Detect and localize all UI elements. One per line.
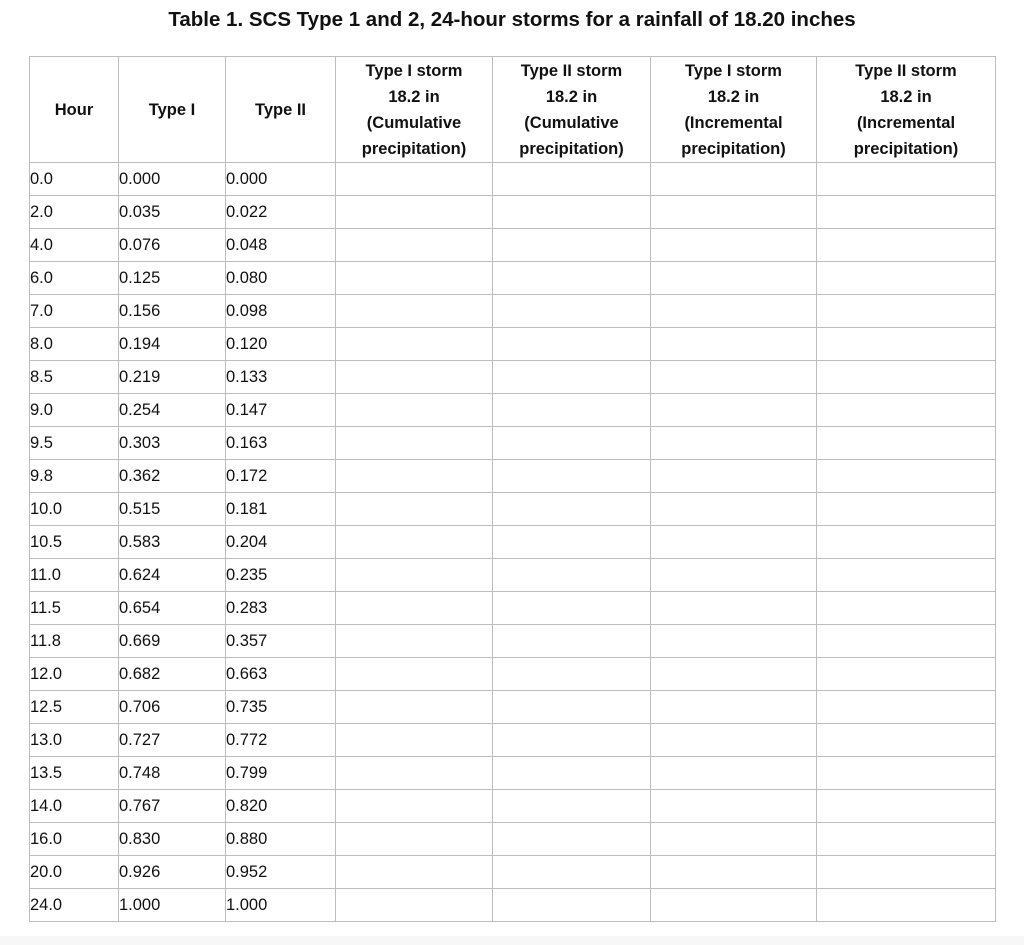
type2-incremental-cell[interactable] xyxy=(817,526,996,559)
type1-cumulative-cell[interactable] xyxy=(336,757,493,790)
type1-cumulative-cell[interactable] xyxy=(336,823,493,856)
type2-cumulative-cell[interactable] xyxy=(493,592,651,625)
type1-cumulative-cell[interactable] xyxy=(336,328,493,361)
header-line: (Incremental xyxy=(856,114,956,132)
table-row xyxy=(30,757,996,790)
col-header-type1-incremental xyxy=(651,57,817,163)
type1-cell: 0.254 xyxy=(119,394,226,427)
header-line: precipitation) xyxy=(361,140,467,158)
hour-cell: 11.0 xyxy=(30,559,119,592)
type2-cumulative-cell[interactable] xyxy=(493,493,651,526)
type1-cell: 0.624 xyxy=(119,559,226,592)
header-line: 18.2 in xyxy=(707,88,760,106)
hour-cell: 9.0 xyxy=(30,394,119,427)
type2-cumulative-cell[interactable] xyxy=(493,889,651,922)
hour-cell: 12.0 xyxy=(30,658,119,691)
type1-cell: 0.156 xyxy=(119,295,226,328)
type1-incremental-cell[interactable] xyxy=(651,493,817,526)
header-line: Type II storm xyxy=(855,62,957,80)
type2-cell: 0.235 xyxy=(226,559,336,592)
type2-cell: 0.799 xyxy=(226,757,336,790)
header-line: Type I storm xyxy=(685,62,782,80)
type1-cell: 0.035 xyxy=(119,196,226,229)
type1-incremental-cell[interactable] xyxy=(651,658,817,691)
type2-incremental-cell[interactable] xyxy=(817,196,996,229)
type2-cumulative-cell[interactable] xyxy=(493,394,651,427)
type1-incremental-cell[interactable] xyxy=(651,295,817,328)
hour-cell: 9.8 xyxy=(30,460,119,493)
header-line: (Cumulative xyxy=(366,114,462,132)
col-header-type2-cumulative xyxy=(493,57,651,163)
type1-cell: 0.362 xyxy=(119,460,226,493)
type1-cumulative-cell[interactable] xyxy=(336,724,493,757)
type2-incremental-cell[interactable] xyxy=(817,724,996,757)
table-row xyxy=(30,295,996,328)
table-row xyxy=(30,790,996,823)
table-row xyxy=(30,559,996,592)
hour-cell: 13.5 xyxy=(30,757,119,790)
table-row xyxy=(30,493,996,526)
type2-cumulative-cell[interactable] xyxy=(493,724,651,757)
type2-incremental-cell[interactable] xyxy=(817,361,996,394)
type2-cumulative-cell[interactable] xyxy=(493,526,651,559)
type1-cumulative-cell[interactable] xyxy=(336,394,493,427)
type2-cumulative-cell[interactable] xyxy=(493,625,651,658)
type1-cell: 0.926 xyxy=(119,856,226,889)
type1-cumulative-cell[interactable] xyxy=(336,229,493,262)
type1-cumulative-cell[interactable] xyxy=(336,691,493,724)
type1-cumulative-cell[interactable] xyxy=(336,262,493,295)
type2-cumulative-cell[interactable] xyxy=(493,658,651,691)
type1-incremental-cell[interactable] xyxy=(651,691,817,724)
type2-incremental-cell[interactable] xyxy=(817,229,996,262)
table-row xyxy=(30,823,996,856)
type1-incremental-cell[interactable] xyxy=(651,328,817,361)
header-line: (Incremental xyxy=(684,114,783,132)
type2-cumulative-cell[interactable] xyxy=(493,757,651,790)
type1-cell: 0.669 xyxy=(119,625,226,658)
type2-cell: 0.663 xyxy=(226,658,336,691)
table-row xyxy=(30,196,996,229)
type1-cumulative-cell[interactable] xyxy=(336,493,493,526)
type1-cumulative-cell[interactable] xyxy=(336,559,493,592)
header-line: 18.2 in xyxy=(880,88,932,106)
type2-incremental-cell[interactable] xyxy=(817,658,996,691)
table-row xyxy=(30,361,996,394)
type1-cell: 0.076 xyxy=(119,229,226,262)
header-line: Type II storm xyxy=(520,62,623,80)
type2-cell: 0.000 xyxy=(226,163,336,196)
table-row xyxy=(30,427,996,460)
type2-incremental-cell[interactable] xyxy=(817,889,996,922)
hour-cell: 11.5 xyxy=(30,592,119,625)
type2-cell: 0.048 xyxy=(226,229,336,262)
type1-cumulative-cell[interactable] xyxy=(336,361,493,394)
type1-incremental-cell[interactable] xyxy=(651,196,817,229)
type2-cumulative-cell[interactable] xyxy=(493,229,651,262)
type1-incremental-cell[interactable] xyxy=(651,559,817,592)
table-row xyxy=(30,592,996,625)
type1-incremental-cell[interactable] xyxy=(651,460,817,493)
type1-incremental-cell[interactable] xyxy=(651,229,817,262)
type2-incremental-cell[interactable] xyxy=(817,262,996,295)
type1-incremental-cell[interactable] xyxy=(651,757,817,790)
hour-cell: 4.0 xyxy=(30,229,119,262)
table-body xyxy=(30,163,996,922)
header-line: precipitation) xyxy=(853,140,959,158)
type1-incremental-cell[interactable] xyxy=(651,361,817,394)
type1-cell: 0.727 xyxy=(119,724,226,757)
header-line: 18.2 in xyxy=(545,88,598,106)
type1-cell: 1.000 xyxy=(119,889,226,922)
type1-incremental-cell[interactable] xyxy=(651,856,817,889)
header-line: Type I storm xyxy=(365,62,463,80)
type2-incremental-cell[interactable] xyxy=(817,328,996,361)
type1-cumulative-cell[interactable] xyxy=(336,295,493,328)
type2-cell: 0.172 xyxy=(226,460,336,493)
type1-incremental-cell[interactable] xyxy=(651,526,817,559)
hour-cell: 2.0 xyxy=(30,196,119,229)
table-row xyxy=(30,856,996,889)
type2-incremental-cell[interactable] xyxy=(817,856,996,889)
table-row xyxy=(30,625,996,658)
type1-cell: 0.767 xyxy=(119,790,226,823)
hour-cell: 9.5 xyxy=(30,427,119,460)
type2-cell: 1.000 xyxy=(226,889,336,922)
table-row xyxy=(30,526,996,559)
type2-cumulative-cell[interactable] xyxy=(493,856,651,889)
col-header-type2-incremental xyxy=(817,57,996,163)
type1-cell: 0.654 xyxy=(119,592,226,625)
type1-cumulative-cell[interactable] xyxy=(336,526,493,559)
type1-incremental-cell[interactable] xyxy=(651,724,817,757)
table-row xyxy=(30,394,996,427)
type1-incremental-cell[interactable] xyxy=(651,790,817,823)
type1-cell: 0.830 xyxy=(119,823,226,856)
storm-table xyxy=(29,56,996,922)
type2-cell: 0.772 xyxy=(226,724,336,757)
table-row xyxy=(30,691,996,724)
type2-cell: 0.120 xyxy=(226,328,336,361)
col-header-type1-cumulative xyxy=(336,57,493,163)
type2-cell: 0.080 xyxy=(226,262,336,295)
type1-cumulative-cell[interactable] xyxy=(336,790,493,823)
hour-cell: 8.0 xyxy=(30,328,119,361)
type1-cell: 0.194 xyxy=(119,328,226,361)
type1-cumulative-cell[interactable] xyxy=(336,856,493,889)
type1-incremental-cell[interactable] xyxy=(651,823,817,856)
type1-cell: 0.125 xyxy=(119,262,226,295)
type2-cell: 0.163 xyxy=(226,427,336,460)
table-row xyxy=(30,658,996,691)
type2-cumulative-cell[interactable] xyxy=(493,196,651,229)
table-row xyxy=(30,460,996,493)
type1-cumulative-cell[interactable] xyxy=(336,625,493,658)
hour-cell: 10.5 xyxy=(30,526,119,559)
type2-cell: 0.735 xyxy=(226,691,336,724)
type2-cumulative-cell[interactable] xyxy=(493,295,651,328)
type1-incremental-cell[interactable] xyxy=(651,262,817,295)
table-row xyxy=(30,328,996,361)
type1-cumulative-cell[interactable] xyxy=(336,427,493,460)
type1-cumulative-cell[interactable] xyxy=(336,460,493,493)
type2-cell: 0.952 xyxy=(226,856,336,889)
hour-cell: 24.0 xyxy=(30,889,119,922)
header-row xyxy=(30,57,996,163)
header-line: (Cumulative xyxy=(524,114,619,132)
type1-incremental-cell[interactable] xyxy=(651,427,817,460)
type2-incremental-cell[interactable] xyxy=(817,823,996,856)
table-row xyxy=(30,229,996,262)
type1-incremental-cell[interactable] xyxy=(651,625,817,658)
type1-cell: 0.583 xyxy=(119,526,226,559)
type2-cumulative-cell[interactable] xyxy=(493,691,651,724)
hour-cell: 13.0 xyxy=(30,724,119,757)
type2-incremental-cell[interactable] xyxy=(817,625,996,658)
type2-cumulative-cell[interactable] xyxy=(493,427,651,460)
table-row xyxy=(30,262,996,295)
type2-incremental-cell[interactable] xyxy=(817,559,996,592)
type2-cell: 0.820 xyxy=(226,790,336,823)
type1-cell: 0.748 xyxy=(119,757,226,790)
type2-cumulative-cell[interactable] xyxy=(493,328,651,361)
type2-incremental-cell[interactable] xyxy=(817,427,996,460)
hour-cell: 11.8 xyxy=(30,625,119,658)
type2-incremental-cell[interactable] xyxy=(817,295,996,328)
table-row xyxy=(30,889,996,922)
type1-cell: 0.303 xyxy=(119,427,226,460)
type1-cell: 0.000 xyxy=(119,163,226,196)
type2-incremental-cell[interactable] xyxy=(817,460,996,493)
type2-cumulative-cell[interactable] xyxy=(493,262,651,295)
hour-cell: 14.0 xyxy=(30,790,119,823)
col-header-type1: Type I xyxy=(119,57,226,163)
hour-cell: 20.0 xyxy=(30,856,119,889)
hour-cell: 12.5 xyxy=(30,691,119,724)
type2-incremental-cell[interactable] xyxy=(817,691,996,724)
type1-cumulative-cell[interactable] xyxy=(336,889,493,922)
type2-incremental-cell[interactable] xyxy=(817,757,996,790)
table-row xyxy=(30,163,996,196)
table-title: Table 1. SCS Type 1 and 2, 24-hour storms for a rainfall of 18.20 inches xyxy=(168,8,856,31)
type2-cell: 0.204 xyxy=(226,526,336,559)
type1-incremental-cell[interactable] xyxy=(651,889,817,922)
type2-cumulative-cell[interactable] xyxy=(493,460,651,493)
type2-cell: 0.357 xyxy=(226,625,336,658)
type2-cumulative-cell[interactable] xyxy=(493,163,651,196)
type2-cell: 0.880 xyxy=(226,823,336,856)
hour-cell: 16.0 xyxy=(30,823,119,856)
type2-cell: 0.147 xyxy=(226,394,336,427)
table-row xyxy=(30,724,996,757)
type1-cell: 0.706 xyxy=(119,691,226,724)
header-line: 18.2 in xyxy=(388,88,440,106)
type1-incremental-cell[interactable] xyxy=(651,163,817,196)
header-line: precipitation) xyxy=(681,140,786,158)
type1-incremental-cell[interactable] xyxy=(651,394,817,427)
type1-cumulative-cell[interactable] xyxy=(336,658,493,691)
type2-cell: 0.022 xyxy=(226,196,336,229)
type2-incremental-cell[interactable] xyxy=(817,790,996,823)
hour-cell: 7.0 xyxy=(30,295,119,328)
type1-cell: 0.219 xyxy=(119,361,226,394)
type2-cell: 0.181 xyxy=(226,493,336,526)
type2-cumulative-cell[interactable] xyxy=(493,559,651,592)
col-header-hour: Hour xyxy=(30,57,119,163)
type2-incremental-cell[interactable] xyxy=(817,163,996,196)
type2-incremental-cell[interactable] xyxy=(817,394,996,427)
type2-incremental-cell[interactable] xyxy=(817,592,996,625)
type2-cell: 0.133 xyxy=(226,361,336,394)
hour-cell: 10.0 xyxy=(30,493,119,526)
type1-incremental-cell[interactable] xyxy=(651,592,817,625)
type2-cell: 0.283 xyxy=(226,592,336,625)
type2-cumulative-cell[interactable] xyxy=(493,790,651,823)
hour-cell: 8.5 xyxy=(30,361,119,394)
type1-cumulative-cell[interactable] xyxy=(336,163,493,196)
type2-cumulative-cell[interactable] xyxy=(493,823,651,856)
header-line: precipitation) xyxy=(519,140,624,158)
type2-incremental-cell[interactable] xyxy=(817,493,996,526)
type1-cell: 0.682 xyxy=(119,658,226,691)
hour-cell: 6.0 xyxy=(30,262,119,295)
type1-cell: 0.515 xyxy=(119,493,226,526)
type2-cumulative-cell[interactable] xyxy=(493,361,651,394)
type2-cell: 0.098 xyxy=(226,295,336,328)
hour-cell: 0.0 xyxy=(30,163,119,196)
type1-cumulative-cell[interactable] xyxy=(336,592,493,625)
col-header-type2: Type II xyxy=(226,57,336,163)
type1-cumulative-cell[interactable] xyxy=(336,196,493,229)
